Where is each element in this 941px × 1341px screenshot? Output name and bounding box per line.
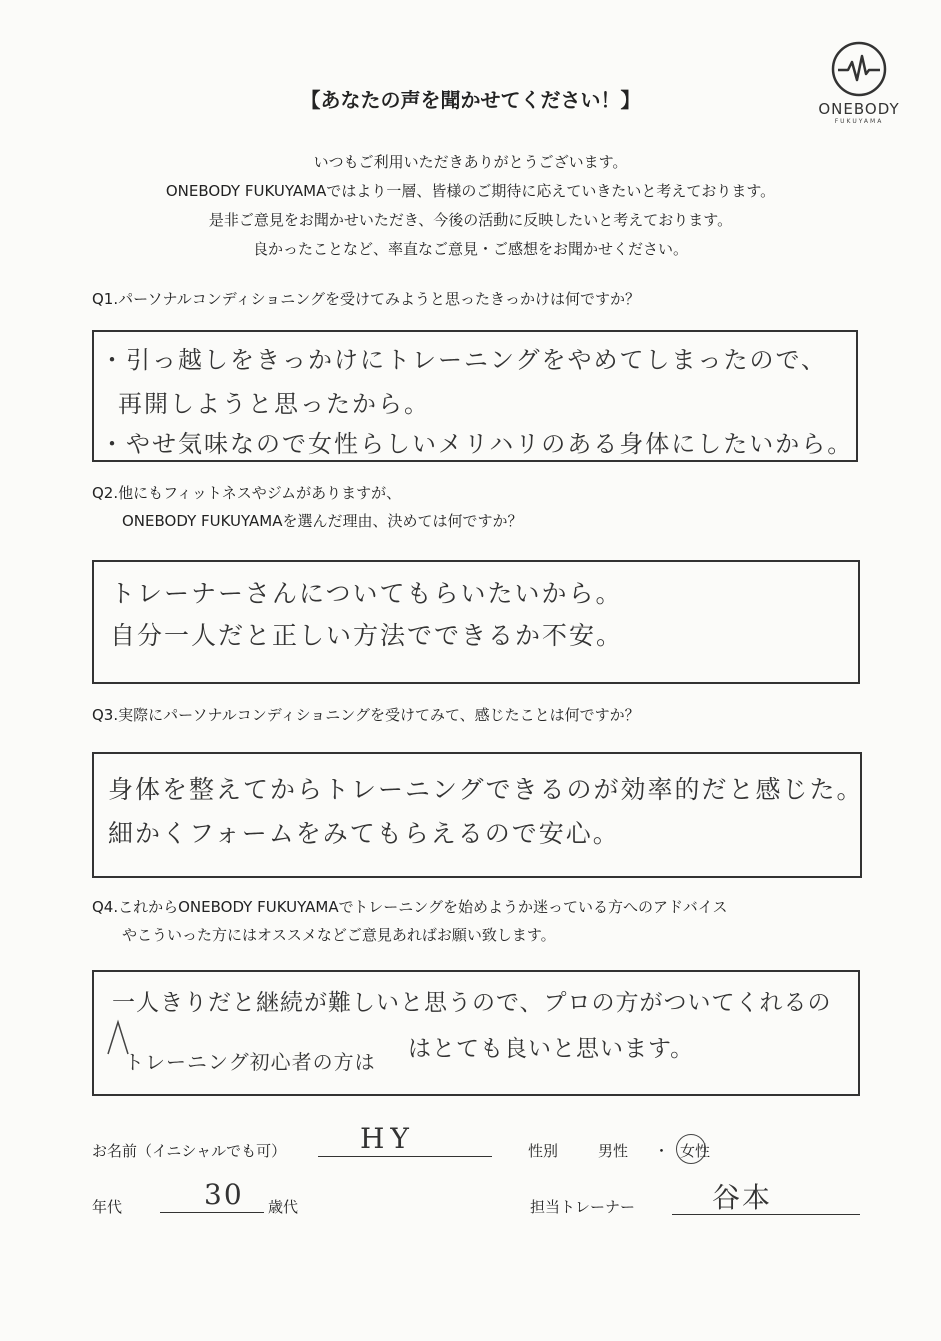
q2-answer-line: 自分一人だと正しい方法でできるか不安。 xyxy=(110,621,624,650)
q2-question-line2: ONEBODY FUKUYAMAを選んだ理由、決めては何ですか？ xyxy=(122,512,523,530)
name-label: お名前（イニシャルでも可） xyxy=(92,1142,287,1160)
name-underline xyxy=(318,1156,492,1157)
gender-female: 女性 xyxy=(680,1142,711,1160)
q1-question: Q1.パーソナルコンディショニングを受けてみようと思ったきっかけは何ですか？ xyxy=(92,290,640,308)
q4-answer-insert: トレーニング初心者の方は xyxy=(124,1050,376,1074)
q2-question-line1: Q2.他にもフィットネスやジムがありますが、 xyxy=(92,484,402,502)
q2-answer-line: トレーナーさんについてもらいたいから。 xyxy=(110,579,623,608)
trainer-value: 谷本 xyxy=(712,1181,773,1214)
gender-male: 男性 xyxy=(598,1142,629,1160)
q1-answer-line: ・やせ気味なので女性らしいメリハリのある身体にしたいから。 xyxy=(100,430,854,458)
intro-text xyxy=(0,148,941,264)
age-label: 年代 xyxy=(92,1198,123,1216)
age-underline xyxy=(160,1212,264,1213)
age-value: 30 xyxy=(204,1178,244,1211)
q3-question: Q3.実際にパーソナルコンディショニングを受けてみて、感じたことは何ですか？ xyxy=(92,706,640,724)
q3-answer-line: 細かくフォームをみてもらえるので安心。 xyxy=(108,819,620,848)
logo-sub-text: FUKUYAMA xyxy=(834,118,884,125)
intro-line: いつもご利用いただきありがとうございます。 xyxy=(313,153,628,171)
intro-line: 良かったことなど、率直なご意見・ご感想をお聞かせください。 xyxy=(252,240,688,258)
q4-question-line1: Q4.これからONEBODY FUKUYAMAでトレーニングを始めようか迷っている方へのアドバイス xyxy=(92,898,728,916)
trainer-label: 担当トレーナー xyxy=(530,1198,636,1216)
q1-answer-line: 再開しようと思ったから。 xyxy=(118,390,430,418)
logo-brand-text: ONEBODY xyxy=(818,100,900,118)
q4-answer-line2: はとても良いと思います。 xyxy=(408,1036,695,1062)
intro-line: 是非ご意見をお聞かせいただき、今後の活動に反映したいと考えております。 xyxy=(208,211,733,229)
page-title: 【あなたの声を聞かせてください！】 xyxy=(300,88,641,112)
q1-answer-line: ・引っ越しをきっかけにトレーニングをやめてしまったので、 xyxy=(100,346,828,374)
age-suffix: 歳代 xyxy=(268,1198,299,1216)
name-value: HY xyxy=(360,1122,415,1155)
gender-label: 性別 xyxy=(528,1142,559,1160)
gender-selected-circle xyxy=(676,1134,706,1164)
q3-answer-line: 身体を整えてからトレーニングできるのが効率的だと感じた。 xyxy=(108,775,864,804)
q4-answer-line1: 一人きりだと継続が難しいと思うので、プロの方がついてくれるの xyxy=(112,990,832,1016)
intro-line: ONEBODY FUKUYAMAではより一層、皆様のご期待に応えていきたいと考えております。 xyxy=(165,182,776,200)
gender-separator: ・ xyxy=(654,1142,670,1160)
q4-question-line2: やこういった方にはオススメなどご意見あればお願い致します。 xyxy=(122,926,556,944)
